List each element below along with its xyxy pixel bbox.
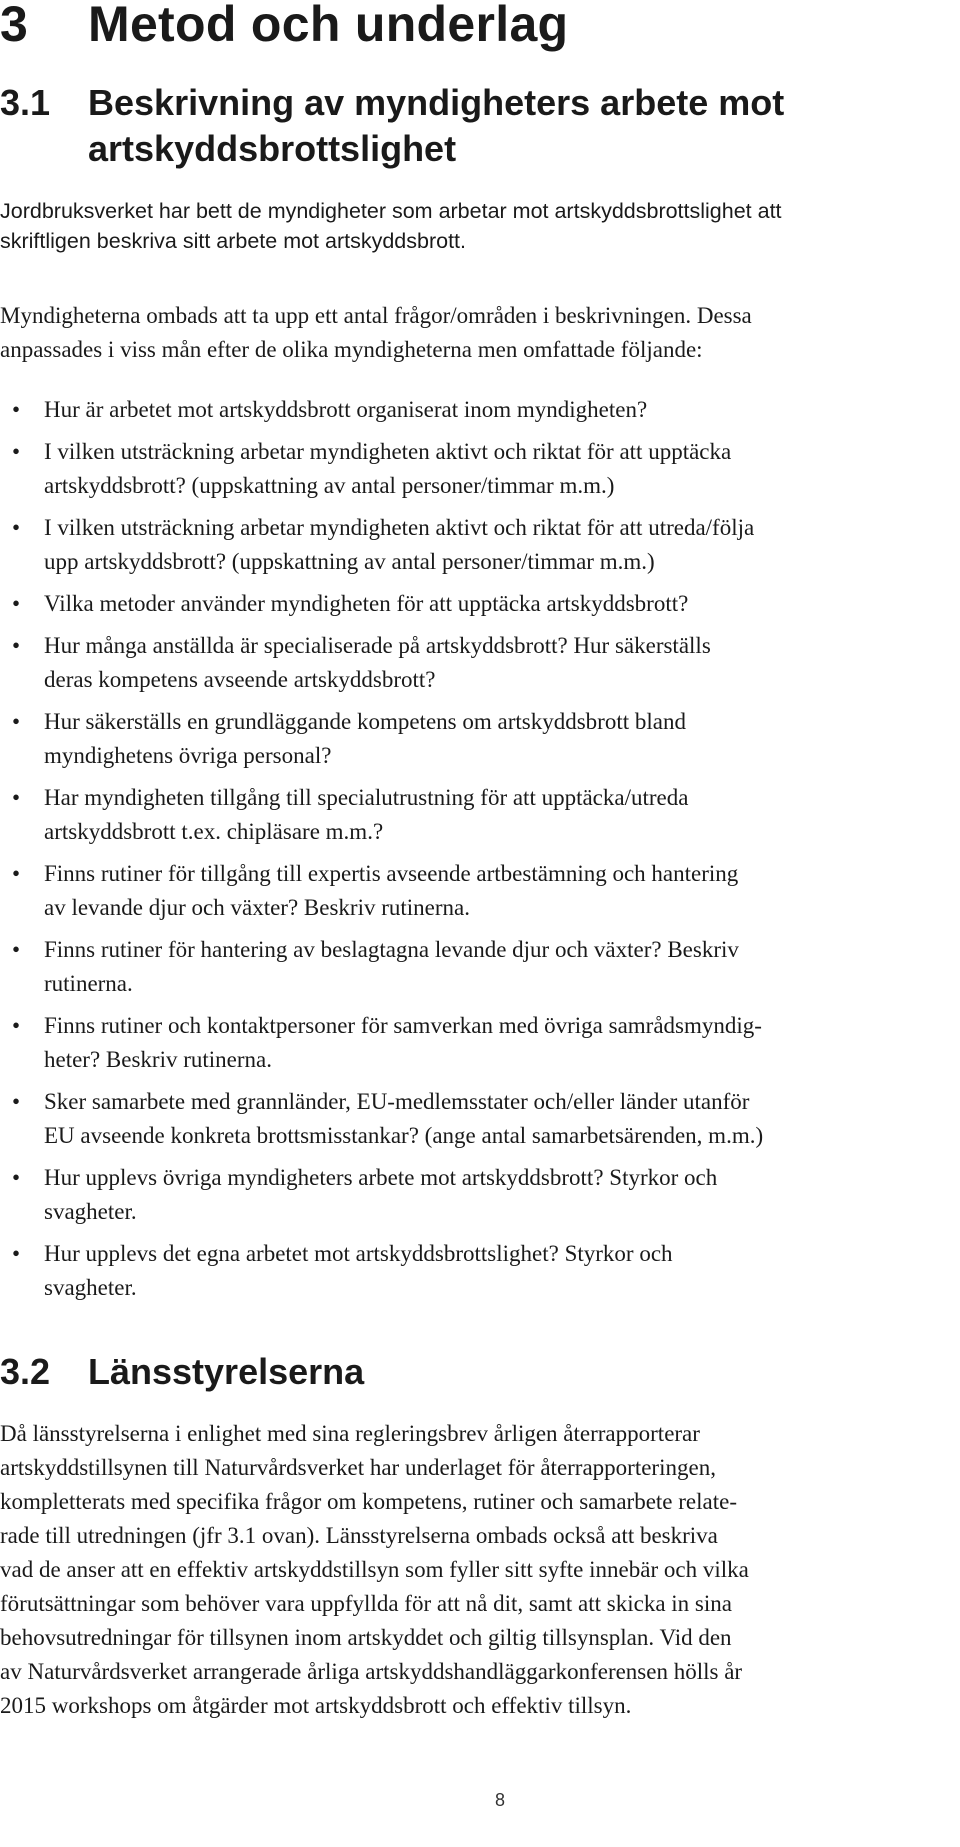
- page-number: 8: [494, 1790, 505, 1810]
- bullet-icon: •: [12, 397, 21, 422]
- bullet-text-line: Hur är arbetet mot artskyddsbrott organiserat inom myndigheten?: [44, 397, 648, 422]
- bullet-icon: •: [12, 861, 21, 886]
- section-number: 3.2: [0, 1351, 51, 1392]
- bullet-item: [0, 629, 960, 697]
- bullet-icon: •: [12, 1013, 21, 1038]
- bullet-item: [0, 1085, 960, 1153]
- section-number: 3.1: [0, 82, 51, 123]
- bullet-text-line: heter? Beskriv rutinerna.: [44, 1047, 272, 1072]
- bullet-item: [0, 705, 960, 773]
- section-heading-3-1: [0, 80, 784, 172]
- paragraph-line: förutsättningar som behöver vara uppfyllda för att nå dit, samt att skicka in sina: [0, 1591, 732, 1616]
- bullet-icon: •: [12, 515, 21, 540]
- chapter-number: 3: [0, 0, 29, 52]
- paragraph-line: Jordbruksverket har bett de myndigheter som arbetar mot artskyddsbrottslighet att: [0, 199, 782, 223]
- paragraph-line: rade till utredningen (jfr 3.1 ovan). Länsstyrelserna ombads också att beskriva: [0, 1523, 718, 1548]
- bullet-item: [0, 1237, 960, 1305]
- bullet-text-line: I vilken utsträckning arbetar myndigheten aktivt och riktat för att utreda/följa: [44, 515, 755, 540]
- chapter-title: Metod och underlag: [88, 0, 569, 52]
- body-paragraph: [0, 299, 960, 367]
- paragraph-line: behovsutredningar för tillsynen inom artskyddet och giltig tillsynsplan. Vid den: [0, 1625, 732, 1650]
- paragraph-line: anpassades i viss mån efter de olika myndigheterna men omfattade följande:: [0, 337, 703, 362]
- bullet-text-line: deras kompetens avseende artskyddsbrott?: [44, 667, 436, 692]
- bullet-text-line: rutinerna.: [44, 971, 133, 996]
- intro-paragraph: [0, 196, 960, 256]
- section-title-line: Beskrivning av myndigheters arbete mot: [88, 82, 785, 123]
- bullet-item: [0, 857, 960, 925]
- bullet-text-line: Hur säkerställs en grundläggande kompetens om artskyddsbrott bland: [44, 709, 686, 734]
- section2-paragraph: [0, 1417, 960, 1723]
- bullet-icon: •: [12, 1089, 21, 1114]
- bullet-text-line: Hur många anställda är specialiserade på artskyddsbrott? Hur säkerställs: [44, 633, 711, 658]
- paragraph-line: kompletterats med specifika frågor om kompetens, rutiner och samarbete relate-: [0, 1489, 737, 1514]
- bullet-text-line: Har myndigheten tillgång till specialutrustning för att upptäcka/utreda: [44, 785, 689, 810]
- chapter-heading: [0, 0, 568, 54]
- bullet-item: [0, 781, 960, 849]
- paragraph-line: skriftligen beskriva sitt arbete mot artskyddsbrott.: [0, 229, 467, 253]
- bullet-item: [0, 511, 960, 579]
- bullet-icon: •: [12, 1165, 21, 1190]
- bullet-icon: •: [12, 633, 21, 658]
- bullet-icon: •: [12, 439, 21, 464]
- bullet-item: [0, 435, 960, 503]
- bullet-icon: •: [12, 1241, 21, 1266]
- bullet-item: [0, 587, 960, 621]
- bullet-text-line: EU avseende konkreta brottsmisstankar? (ange antal samarbetsärenden, m.m.): [44, 1123, 764, 1148]
- section-heading-3-2: [0, 1349, 364, 1395]
- bullet-icon: •: [12, 709, 21, 734]
- bullet-text-line: Vilka metoder använder myndigheten för att upptäcka artskyddsbrott?: [44, 591, 689, 616]
- paragraph-line: 2015 workshops om åtgärder mot artskyddsbrott och effektiv tillsyn.: [0, 1693, 632, 1718]
- bullet-text-line: av levande djur och växter? Beskriv rutinerna.: [44, 895, 470, 920]
- bullet-text-line: svagheter.: [44, 1275, 137, 1300]
- paragraph-line: vad de anser att en effektiv artskyddstillsyn som fyller sitt syfte innebär och vilka: [0, 1557, 749, 1582]
- bullet-text-line: svagheter.: [44, 1199, 137, 1224]
- question-bullet-list: [0, 393, 960, 1313]
- bullet-text-line: I vilken utsträckning arbetar myndigheten aktivt och riktat för att upptäcka: [44, 439, 732, 464]
- bullet-icon: •: [12, 937, 21, 962]
- bullet-item: [0, 933, 960, 1001]
- bullet-text-line: Hur upplevs övriga myndigheters arbete mot artskyddsbrott? Styrkor och: [44, 1165, 718, 1190]
- bullet-item: [0, 1009, 960, 1077]
- bullet-text-line: myndighetens övriga personal?: [44, 743, 332, 768]
- paragraph-line: Myndigheterna ombads att ta upp ett antal frågor/områden i beskrivningen. Dessa: [0, 303, 752, 328]
- bullet-text-line: Hur upplevs det egna arbetet mot artskyddsbrottslighet? Styrkor och: [44, 1241, 673, 1266]
- bullet-item: [0, 393, 960, 427]
- section-title-line: artskyddsbrottslighet: [88, 128, 457, 169]
- bullet-text-line: Finns rutiner för tillgång till expertis avseende artbestämning och hantering: [44, 861, 739, 886]
- bullet-text-line: upp artskyddsbrott? (uppskattning av antal personer/timmar m.m.): [44, 549, 655, 574]
- bullet-text-line: Finns rutiner och kontaktpersoner för samverkan med övriga samrådsmyndig-: [44, 1013, 762, 1038]
- bullet-icon: •: [12, 591, 21, 616]
- section-title: Länsstyrelserna: [88, 1351, 365, 1392]
- bullet-text-line: Sker samarbete med grannländer, EU-medlemsstater och/eller länder utanför: [44, 1089, 750, 1114]
- paragraph-line: artskyddstillsynen till Naturvårdsverket har underlaget för återrapporteringen,: [0, 1455, 716, 1480]
- paragraph-line: Då länsstyrelserna i enlighet med sina regleringsbrev årligen återrapporterar: [0, 1421, 700, 1446]
- bullet-text-line: artskyddsbrott? (uppskattning av antal personer/timmar m.m.): [44, 473, 615, 498]
- bullet-text-line: artskyddsbrott t.ex. chipläsare m.m.?: [44, 819, 384, 844]
- bullet-item: [0, 1161, 960, 1229]
- bullet-icon: •: [12, 785, 21, 810]
- bullet-text-line: Finns rutiner för hantering av beslagtagna levande djur och växter? Beskriv: [44, 937, 739, 962]
- paragraph-line: av Naturvårdsverket arrangerade årliga artskyddshandläggarkonferensen hölls år: [0, 1659, 743, 1684]
